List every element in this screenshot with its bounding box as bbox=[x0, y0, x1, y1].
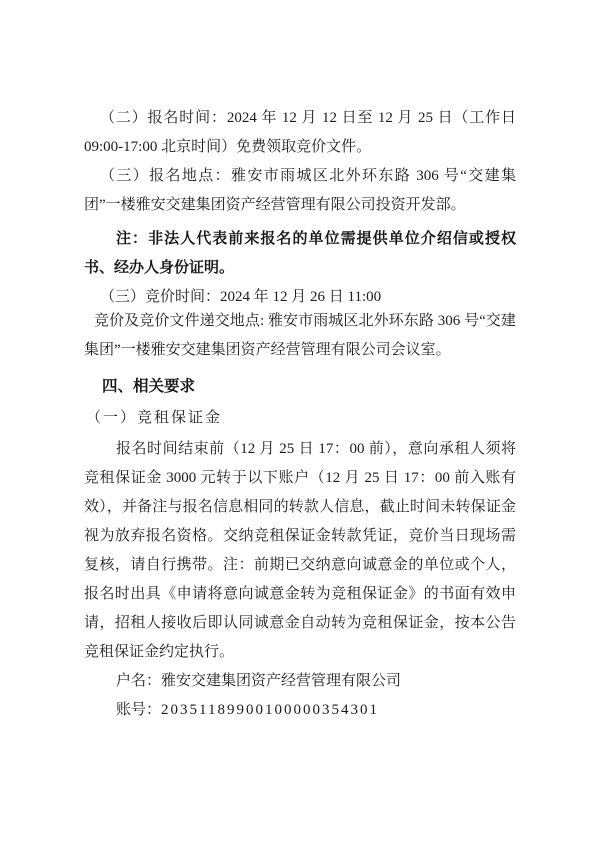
document-content bbox=[84, 104, 516, 725]
account-holder-line bbox=[84, 667, 516, 696]
para-bidding-time: （三）竞价时间：2024 年 12 月 26 日 11:00 bbox=[100, 289, 382, 305]
para-deposit-details: 报名时间结束前（12 月 25 日 17：00 前），意向承租人须将竞租保证金 3000 元转于以下账户（12 月 25 日 17：00 前入账有效），并备注与报名信息相同的转款人信息，截止时间未转保证金视为放弃报名资格。交纳竞租保证金转款凭证，竞价当日现场需复核，请自行携带。注：前期已交纳意向诚意金的单位或个人，报名时出具《申请将意向诚意金转为竞租保证金》的书面有效申请，招租人接收后即认同诚意金自动转为竞租保证金，按本公告竞租保证金约定执行。 bbox=[84, 441, 516, 660]
section-heading-related-requirements: 四、相关要求 bbox=[102, 378, 196, 395]
para-registration-time: （二）报名时间：2024 年 12 月 12 日至 12 月 25 日（工作日 09:00-17:00 北京时间）免费领取竞价文件。 bbox=[84, 110, 516, 155]
account-holder-name: 雅安交建集团资产经营管理有限公司 bbox=[161, 673, 402, 689]
subheading-bid-deposit: （一）竞租保证金 bbox=[86, 410, 223, 426]
account-holder-label: 户名： bbox=[116, 673, 162, 689]
account-number-line bbox=[84, 696, 516, 725]
para-registration-location: （三）报名地点：雅安市雨城区北外环东路 306 号“交建集团”一楼雅安交建集团资产经营管理有限公司投资开发部。 bbox=[84, 168, 516, 213]
account-number-label: 账号： bbox=[116, 702, 162, 718]
account-number-value: 20351189900100000354301 bbox=[161, 702, 379, 718]
para-registration-note: 注：非法人代表前来报名的单位需提供单位介绍信或授权书、经办人身份证明。 bbox=[84, 231, 516, 276]
para-submission-location: 竞价及竞价文件递交地点: 雅安市雨城区北外环东路 306 号“交建集团”一楼雅安交建集团资产经营管理有限公司会议室。 bbox=[84, 313, 516, 358]
